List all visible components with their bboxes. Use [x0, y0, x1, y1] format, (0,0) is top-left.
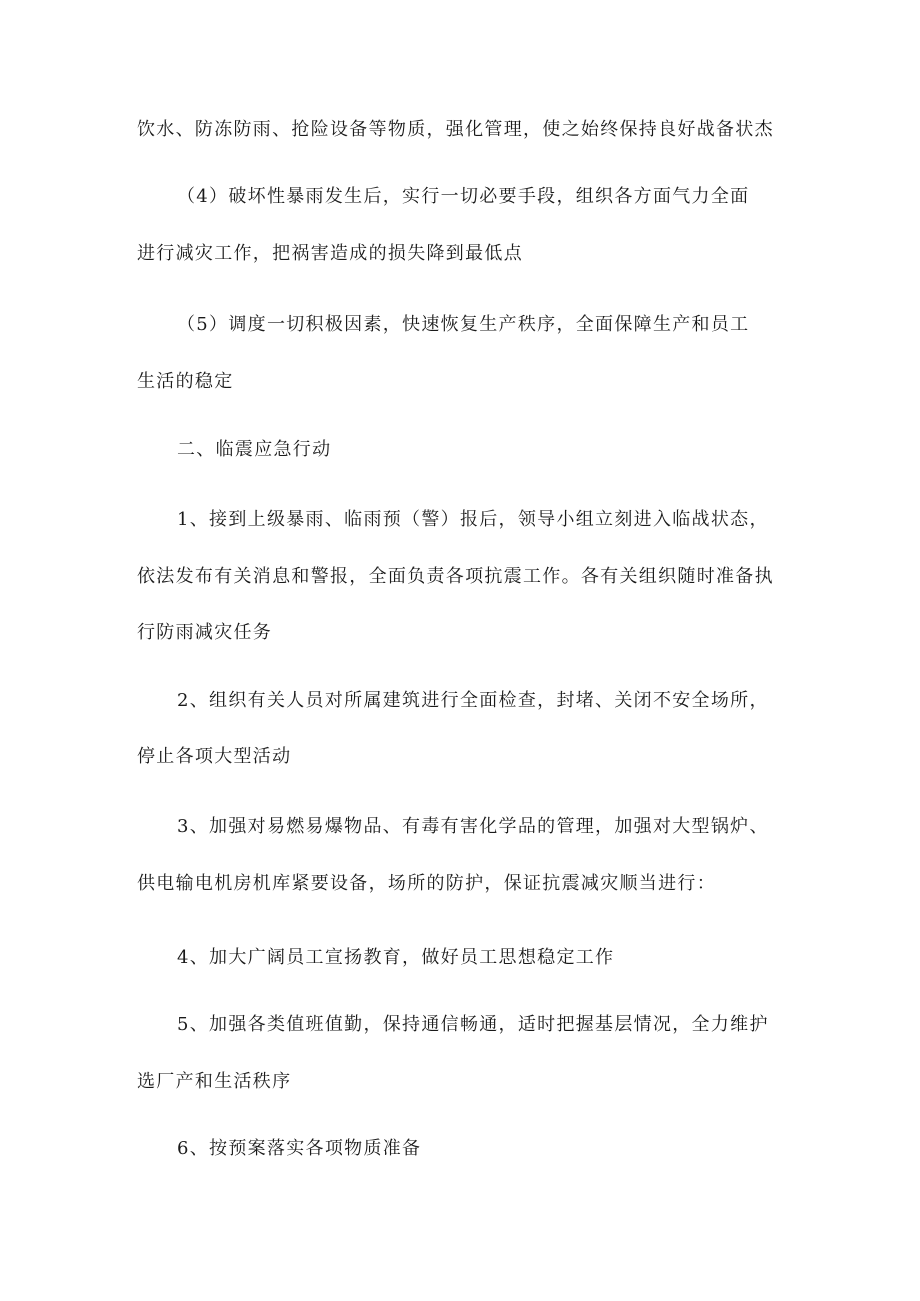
text-line: 4、加大广阔员工宣扬教育，做好员工思想稳定工作 [177, 947, 615, 968]
text-line: 6、按预案落实各项物质准备 [177, 1138, 422, 1159]
text-line: 3、加强对易燃易爆物品、有毒有害化学品的管理，加强对大型锅炉、 [177, 816, 769, 837]
text-line: 5、加强各类值班值勤，保持通信畅通，适时把握基层情况，全力维护 [177, 1014, 769, 1035]
text-line: 饮水、防冻防雨、抢险设备等物质，强化管理，使之始终保持良好战备状杰 [137, 119, 774, 140]
section-heading: 二、临震应急行动 [177, 439, 332, 460]
text-line: （5）调度一切积极因素，快速恢复生产秩序，全面保障生产和员工 [177, 314, 750, 335]
text-line: 2、组织有关人员对所属建筑进行全面检查，封堵、关闭不安全场所， [177, 690, 769, 711]
text-line: 生活的稳定 [137, 371, 234, 392]
text-line: 依法发布有关消息和警报，全面负责各项抗震工作。各有关组织随时准备执 [137, 566, 774, 587]
text-line: 供电输电机房机库紧要设备，场所的防护，保证抗震减灾顺当进行： [137, 873, 716, 894]
text-line: 选厂产和生活秩序 [137, 1071, 292, 1092]
text-line: 停止各项大型活动 [137, 746, 292, 767]
text-line: 1、接到上级暴雨、临雨预（警）报后，领导小组立刻进入临战状态， [177, 509, 769, 530]
text-line: （4）破坏性暴雨发生后，实行一切必要手段，组织各方面气力全面 [177, 186, 750, 207]
text-line: 进行减灾工作，把祸害造成的损失降到最低点 [137, 243, 523, 264]
text-line: 行防雨减灾任务 [137, 622, 273, 643]
